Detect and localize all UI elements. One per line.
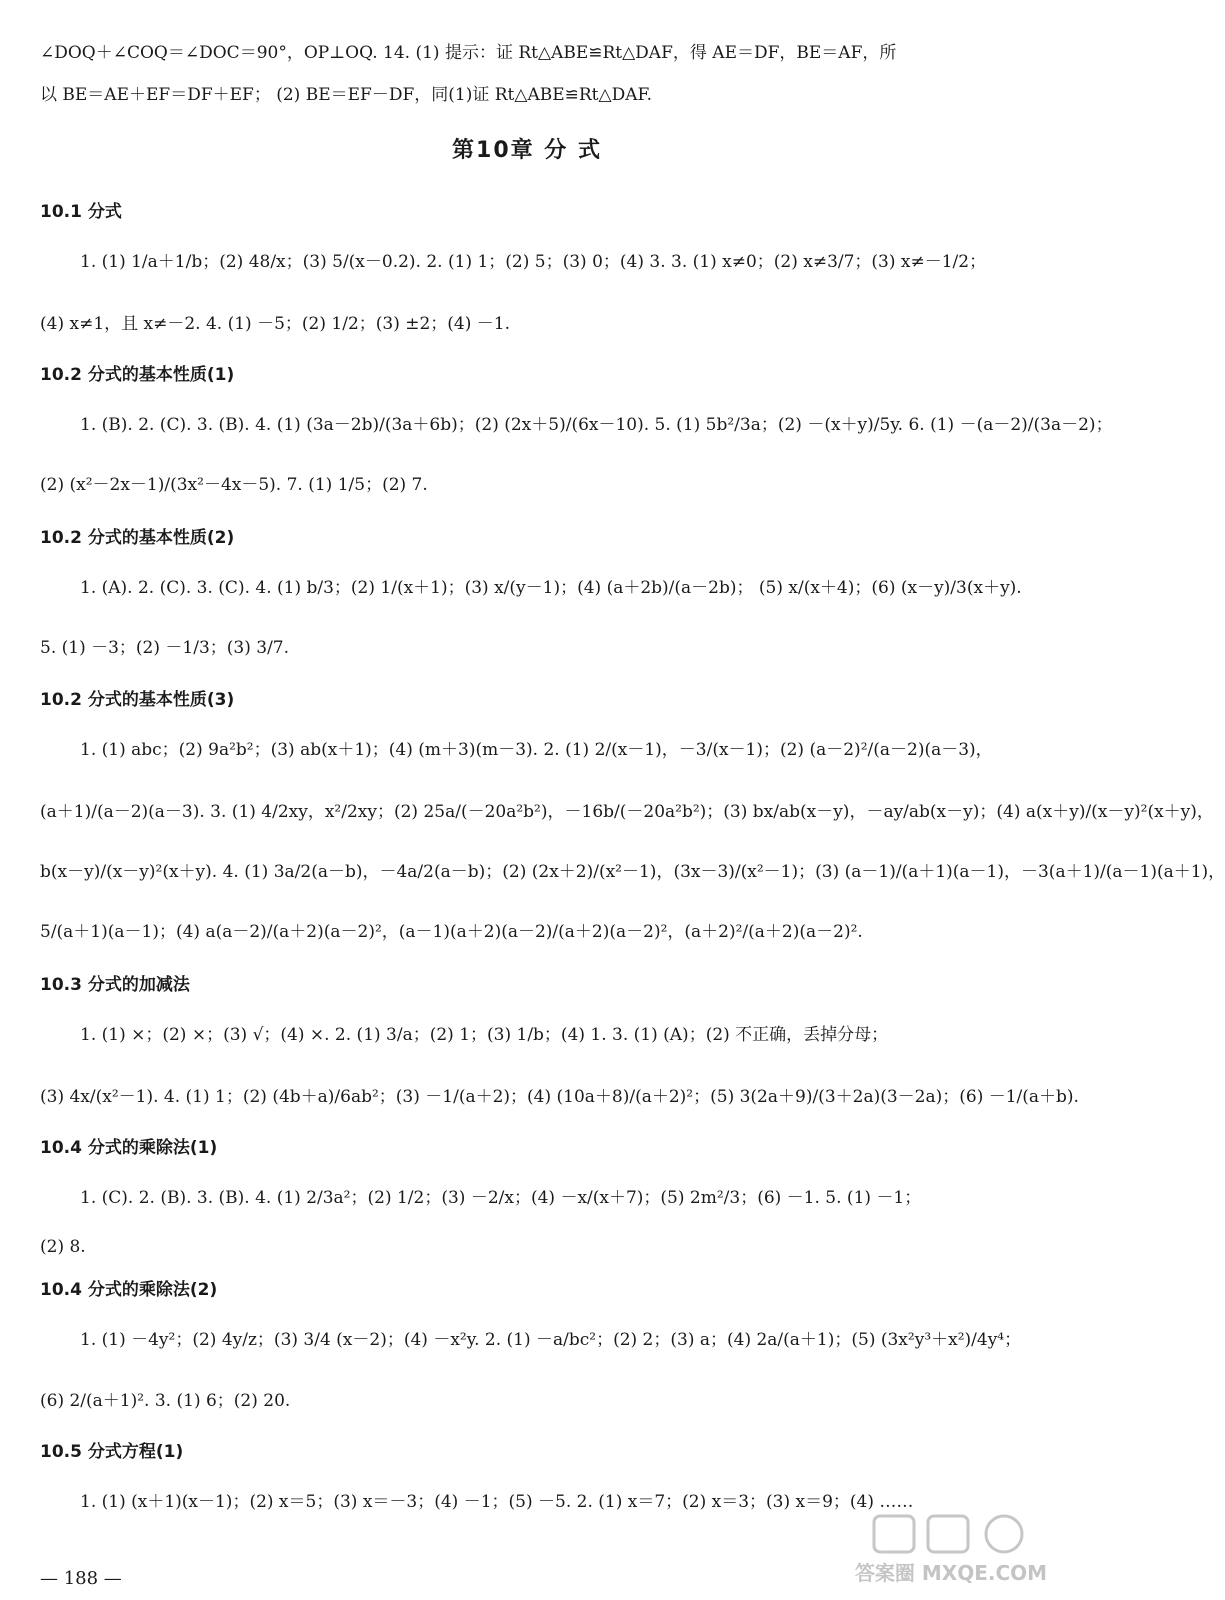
section-heading-10-4-1: 10.4 分式的乘除法(1)	[40, 1138, 218, 1158]
section-heading-10-5-1: 10.5 分式方程(1)	[40, 1442, 184, 1462]
answer-line: (4) x≠1，且 x≠－2. 4. (1) －5；(2) 1/2；(3) ±2；(4) －1.	[40, 314, 511, 334]
section-heading-10-2-3: 10.2 分式的基本性质(3)	[40, 690, 235, 710]
chapter-title: 第10章 分 式	[452, 138, 602, 163]
answer-line: b(x－y)/(x－y)²(x＋y). 4. (1) 3a/2(a－b)，－4a/2(a－b)；(2) (2x＋2)/(x²－1)，(3x－3)/(x²－1)；(3) (a－1)/(a＋1)(a－1)，－3(a＋1)/(a－1)(a＋1)，	[40, 862, 1225, 882]
answer-line: 1. (1) (x＋1)(x－1)；(2) x＝5；(3) x＝－3；(4) －1；(5) －5. 2. (1) x＝7；(2) x＝3；(3) x＝9；(4) ……	[80, 1492, 914, 1512]
watermark-logo-icon	[854, 1510, 1048, 1590]
answer-line: 1. (C). 2. (B). 3. (B). 4. (1) 2/3a²；(2) 1/2；(3) －2/x；(4) －x/(x＋7)；(5) 2m²/3；(6) －1. 5. (1) －1；	[80, 1188, 922, 1208]
section-heading-10-2-2: 10.2 分式的基本性质(2)	[40, 528, 235, 548]
answer-line: 5. (1) －3；(2) －1/3；(3) 3/7.	[40, 638, 290, 658]
answer-line: (2) 8.	[40, 1237, 86, 1257]
answer-line: (2) (x²－2x－1)/(3x²－4x－5). 7. (1) 1/5；(2) 7.	[40, 475, 428, 495]
answer-line: (a＋1)/(a－2)(a－3). 3. (1) 4/2xy，x²/2xy；(2) 25a/(－20a²b²)，－16b/(－20a²b²)；(3) bx/ab(x－y)，－ay/ab(x－y)；(4) a(x＋y)/(x－y)²(x＋y)，	[40, 802, 1214, 822]
answer-line: 1. (1) abc；(2) 9a²b²；(3) ab(x＋1)；(4) (m＋3)(m－3). 2. (1) 2/(x－1)，－3/(x－1)；(2) (a－2)²/(a－2)(a－3)，	[80, 740, 993, 760]
page-number: — 188 —	[40, 1568, 122, 1589]
answer-line: 5/(a＋1)(a－1)；(4) a(a－2)/(a＋2)(a－2)²，(a－1)(a＋2)(a－2)/(a＋2)(a－2)²，(a＋2)²/(a＋2)(a－2)².	[40, 922, 863, 942]
answer-line: 1. (B). 2. (C). 3. (B). 4. (1) (3a－2b)/(3a＋6b)；(2) (2x＋5)/(6x－10). 5. (1) 5b²/3a；(2) －(x＋y)/5y. 6. (1) －(a－2)/(3a－2)；	[80, 415, 1113, 435]
answer-line: 1. (1) －4y²；(2) 4y/z；(3) 3/4 (x－2)；(4) －x²y. 2. (1) －a/bc²；(2) 2；(3) a；(4) 2a/(a＋1)；(5) (3x²y³＋x²)/4y⁴；	[80, 1330, 1022, 1350]
section-heading-10-3: 10.3 分式的加减法	[40, 975, 190, 995]
answer-line: (3) 4x/(x²－1). 4. (1) 1；(2) (4b＋a)/6ab²；(3) －1/(a＋2)；(4) (10a＋8)/(a＋2)²；(5) 3(2a＋9)/(3＋2a)(3－2a)；(6) －1/(a＋b).	[40, 1087, 1079, 1107]
answer-line: 1. (1) ×；(2) ×；(3) √；(4) ×. 2. (1) 3/a；(2) 1；(3) 1/b；(4) 1. 3. (1) (A)；(2) 不正确，丢掉分母；	[80, 1025, 889, 1045]
answer-line: 1. (A). 2. (C). 3. (C). 4. (1) b/3；(2) 1/(x＋1)；(3) x/(y－1)；(4) (a＋2b)/(a－2b)； (5) x/(x＋4)；(6) (x－y)/3(x＋y).	[80, 578, 1022, 598]
answer-line: (6) 2/(a＋1)². 3. (1) 6；(2) 20.	[40, 1391, 291, 1411]
text-line-top-1: ∠DOQ＋∠COQ＝∠DOC＝90°，OP⊥OQ. 14. (1) 提示：证 Rt△ABE≌Rt△DAF，得 AE＝DF，BE＝AF，所	[40, 43, 897, 63]
watermark-text: 答案圈 MXQE.COM	[854, 1561, 1048, 1585]
answer-line: 1. (1) 1/a＋1/b；(2) 48/x；(3) 5/(x－0.2). 2. (1) 1；(2) 5；(3) 0；(4) 3. 3. (1) x≠0；(2) x≠3/7；(3) x≠－1/2；	[80, 252, 987, 272]
section-heading-10-4-2: 10.4 分式的乘除法(2)	[40, 1280, 218, 1300]
section-heading-10-2-1: 10.2 分式的基本性质(1)	[40, 365, 235, 385]
text-line-top-2: 以 BE＝AE＋EF＝DF＋EF； (2) BE＝EF－DF，同(1)证 Rt△ABE≌Rt△DAF.	[40, 85, 653, 105]
section-heading-10-1: 10.1 分式	[40, 202, 122, 222]
